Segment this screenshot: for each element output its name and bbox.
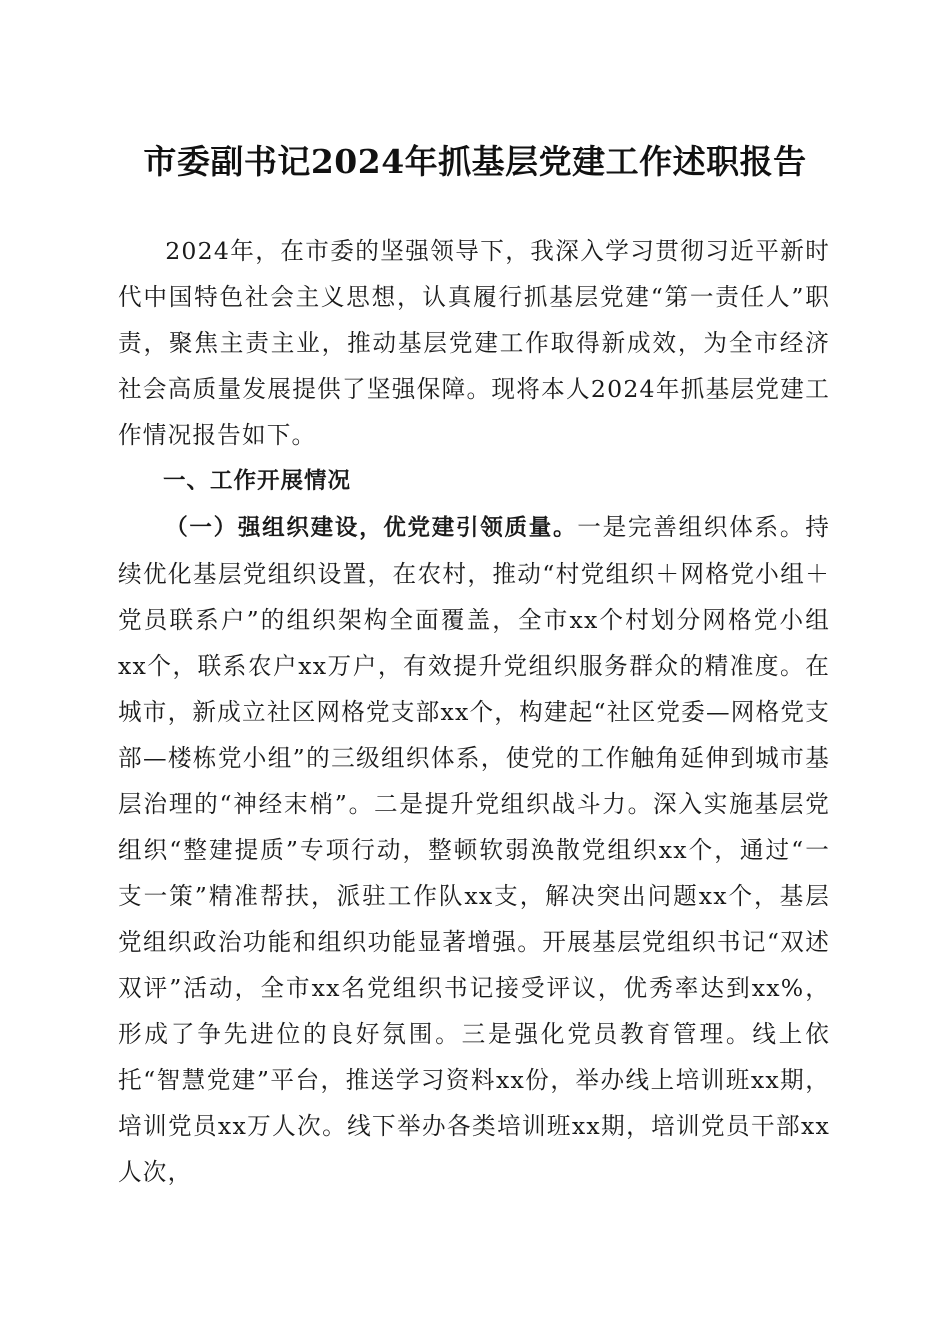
section-heading: 一、工作开展情况 [163, 468, 352, 494]
subsection-heading: （一）强组织建设，优党建引领质量。 [165, 515, 578, 541]
document-body [118, 228, 830, 1195]
subsection-paragraph [118, 504, 830, 1195]
document-title: 市委副书记2024年抓基层党建工作述职报告 [143, 142, 807, 181]
intro-paragraph: 2024年，在市委的坚强领导下，我深入学习贯彻习近平新时代中国特色社会主义思想，认真履行抓基层党建“第一责任人”职责，聚焦主责主业，推动基层党建工作取得新成效，为全市经济社会高质量发展提供了坚强保障。现将本人2024年抓基层党建工作情况报告如下。 [118, 237, 830, 449]
subsection-body: 一是完善组织体系。持续优化基层党组织设置，在农村，推动“村党组织＋网格党小组＋党员联系户”的组织架构全面覆盖，全市xx个村划分网格党小组xx个，联系农户xx万户，有效提升党组织服务群众的精准度。在城市，新成立社区网格党支部xx个，构建起“社区党委—网格党支部—楼栋党小组”的三级组织体系，使党的工作触角延伸到城市基层治理的“神经末梢”。二是提升党组织战斗力。深入实施基层党组织“整建提质”专项行动，整顿软弱涣散党组织xx个，通过“一支一策”精准帮扶，派驻工作队xx支，解决突出问题xx个，基层党组织政治功能和组织功能显著增强。开展基层党组织书记“双述双评”活动，全市xx名党组织书记接受评议，优秀率达到xx%，形成了争先进位的良好氛围。三是强化党员教育管理。线上依托“智慧党建”平台，推送学习资料xx份，举办线上培训班xx期，培训党员xx万人次。线下举办各类培训班xx期，培训党员干部xx人次， [118, 513, 831, 1186]
